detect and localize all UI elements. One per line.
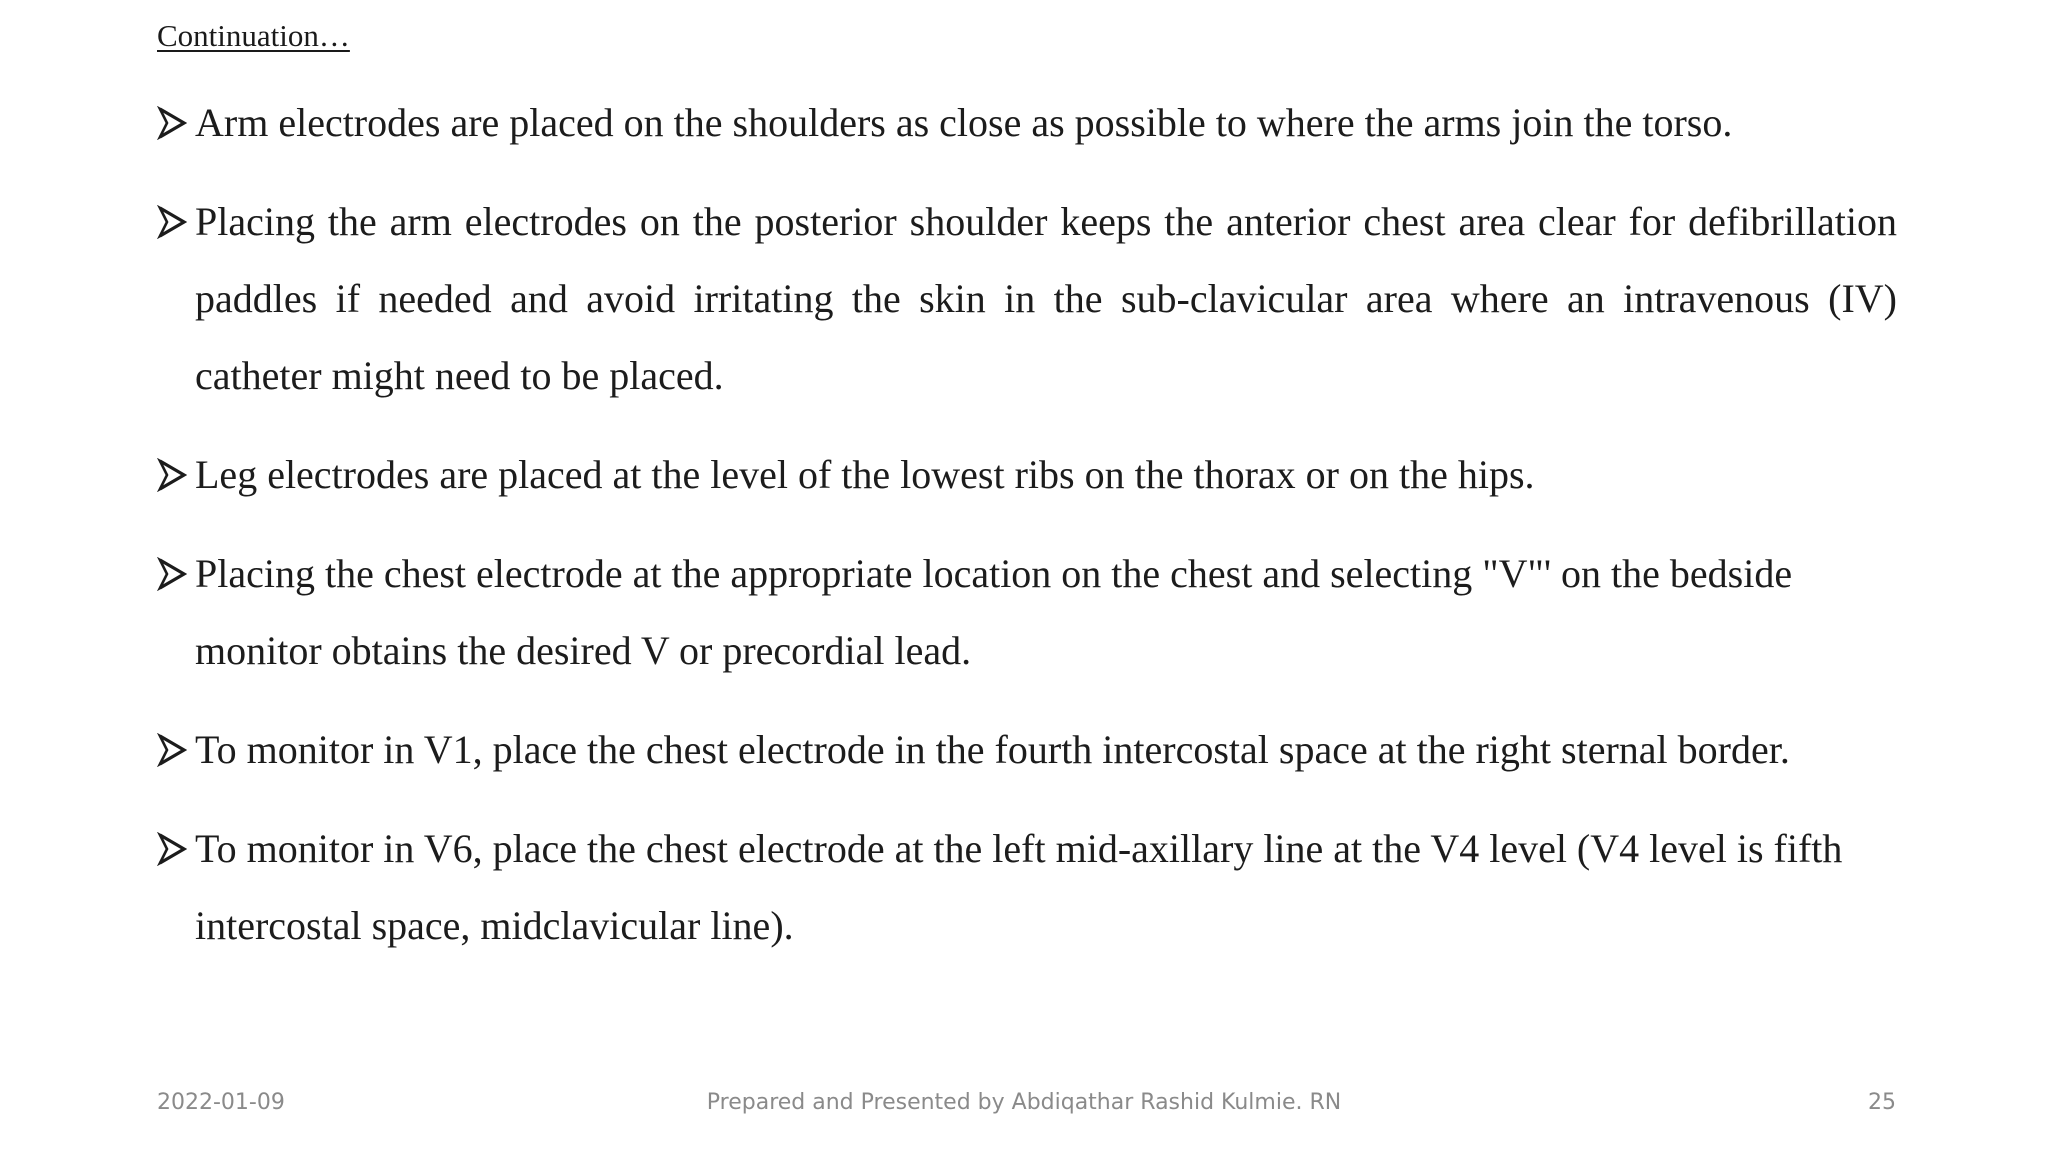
bullet-item <box>157 183 1897 414</box>
bullet-text: Arm electrodes are placed on the shoulders as close as possible to where the arms join the torso. <box>195 100 1733 145</box>
bullet-item <box>157 711 1897 788</box>
arrowhead-bullet-icon <box>157 106 187 140</box>
bullet-item <box>157 436 1897 513</box>
slide-heading: Continuation… <box>157 18 350 53</box>
arrowhead-bullet-icon <box>157 205 187 239</box>
bullet-item <box>157 535 1897 689</box>
page-number: 25 <box>1868 1090 1896 1115</box>
arrowhead-bullet-icon <box>157 458 187 492</box>
footer-date: 2022-01-09 <box>157 1090 285 1115</box>
bullet-item <box>157 810 1897 964</box>
bullet-text: To monitor in V6, place the chest electrode at the left mid-axillary line at the V4 level (V4 level is fifth intercostal space, midclavicular line). <box>195 826 1843 948</box>
arrowhead-bullet-icon <box>157 832 187 866</box>
bullet-text: Leg electrodes are placed at the level of the lowest ribs on the thorax or on the hips. <box>195 452 1535 497</box>
bullet-list <box>157 84 1897 986</box>
footer-presenter: Prepared and Presented by Abdiqathar Rashid Kulmie. RN <box>706 1090 1342 1115</box>
bullet-text: Placing the arm electrodes on the posterior shoulder keeps the anterior chest area clear for defibrillation paddles if needed and avoid irritating the skin in the sub-clavicular area where an intravenous (IV) catheter might need to be placed. <box>195 199 1897 398</box>
arrowhead-bullet-icon <box>157 733 187 767</box>
arrowhead-bullet-icon <box>157 557 187 591</box>
bullet-item <box>157 84 1897 161</box>
bullet-text: To monitor in V1, place the chest electrode in the fourth intercostal space at the right sternal border. <box>195 727 1790 772</box>
bullet-text: Placing the chest electrode at the appropriate location on the chest and selecting "V"' on the bedside monitor obtains the desired V or precordial lead. <box>195 551 1793 673</box>
